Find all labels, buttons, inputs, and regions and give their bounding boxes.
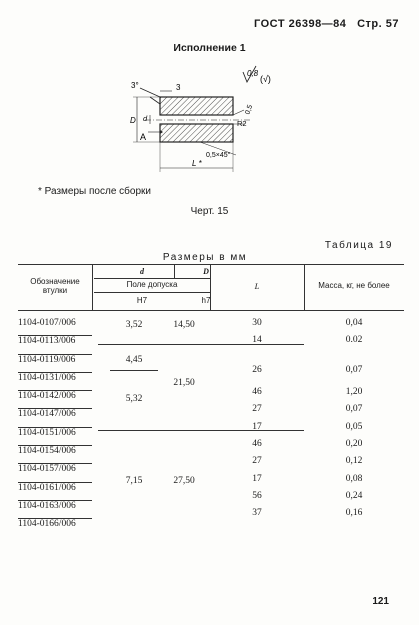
group-rule-2 [110, 370, 158, 371]
L-cell: 30 [252, 318, 262, 328]
g1-d: 3,52 [125, 320, 143, 330]
L-cell: 27 [252, 456, 262, 467]
L-cell: 17 [252, 473, 262, 484]
variant-title: Исполнение 1 [173, 42, 246, 54]
page-number: 121 [372, 596, 389, 607]
mass-cell: 0.02 [345, 335, 363, 346]
bushing-drawing [0, 60, 419, 182]
L-cell: 56 [252, 490, 262, 501]
table-row: 1104-0119/006 [18, 355, 92, 373]
chamfer-small-label: 3 [176, 83, 181, 92]
codes-column [18, 318, 92, 537]
table-row: 1104-0142/006 [18, 391, 92, 409]
mass-column [304, 318, 404, 526]
th-d: d [140, 267, 144, 276]
L-cell: 26 [252, 364, 262, 375]
edge-chamfer-label: 0,5×45° [206, 152, 231, 159]
g1-D: 14,50 [173, 320, 195, 330]
mass-cell: 0,05 [345, 421, 363, 432]
L-column [210, 318, 304, 526]
table-header [18, 264, 404, 310]
table-row: 1104-0107/006 [18, 318, 92, 336]
right-chamfer-leader [233, 110, 244, 115]
g23-D: 21,50 [173, 378, 195, 388]
L-cell: 27 [252, 404, 262, 415]
table-row: 1104-0113/006 [18, 336, 92, 354]
table-row: 1104-0163/006 [18, 501, 92, 519]
radius-label: R2 [237, 119, 247, 128]
table-row: 1104-0147/006 [18, 409, 92, 427]
table-row: 1104-0131/006 [18, 373, 92, 391]
th-L: L [254, 281, 260, 291]
mass-cell: 0,04 [345, 318, 363, 328]
table-row: 1104-0166/006 [18, 519, 76, 530]
mass-cell: 1,20 [345, 387, 363, 398]
th-divider [92, 264, 93, 310]
mass-cell: 0,07 [345, 364, 363, 375]
footnote: * Размеры после сборки [38, 186, 151, 197]
th-rule-2 [94, 292, 210, 293]
g2-d: 4,45 [125, 355, 143, 365]
datum-label: A [140, 132, 147, 142]
L-cell: 46 [252, 439, 262, 450]
table-number: Таблица 19 [324, 240, 393, 251]
units-caption: Размеры в мм [162, 252, 248, 263]
g4-D: 27,50 [173, 476, 195, 486]
upper-wall [160, 97, 233, 115]
th-designation: Обозначение втулки [30, 277, 80, 295]
mass-cell: 0,16 [345, 508, 363, 519]
L-cell: 37 [252, 508, 262, 519]
L-cell: 17 [252, 421, 262, 432]
roughness-value: 0,8 [247, 69, 259, 78]
angle-label: 3° [131, 81, 139, 90]
mass-cell: 0,12 [345, 456, 363, 467]
standard-number: ГОСТ 26398—84 [254, 18, 347, 30]
lower-wall [160, 124, 233, 142]
table-body [18, 318, 404, 528]
table-header-rule [18, 310, 404, 311]
g4-d: 7,15 [125, 476, 143, 486]
page-label: Стр. 57 [357, 18, 399, 30]
dim-d-label: d [143, 114, 148, 123]
length-label: L * [192, 159, 202, 168]
th-h7: h7 [201, 296, 211, 305]
th-divider-dD [174, 264, 175, 278]
figure-caption: Черт. 15 [190, 206, 229, 217]
th-rule-1 [94, 278, 210, 279]
right-chamfer-label: 0,5 [244, 103, 255, 116]
table-row: 1104-0151/006 [18, 428, 92, 446]
mass-cell: 0,08 [345, 473, 363, 484]
angle-leader [140, 88, 160, 97]
mass-cell: 0,24 [345, 490, 363, 501]
chamfer-line [150, 97, 160, 104]
L-cell: 14 [252, 335, 262, 346]
g3-d: 5,32 [125, 394, 143, 404]
table-row: 1104-0161/006 [18, 483, 92, 501]
page-header [254, 18, 399, 30]
L-cell: 46 [252, 387, 262, 398]
th-tolerance: Поле допуска [126, 280, 178, 289]
th-D: D [203, 267, 209, 276]
mass-cell: 0,20 [345, 439, 363, 450]
table-row: 1104-0157/006 [18, 464, 92, 482]
th-mass: Масса, кг, не более [318, 281, 390, 290]
mass-cell: 0,07 [345, 404, 363, 415]
table-row: 1104-0154/006 [18, 446, 92, 464]
roughness-other: (√) [260, 74, 271, 84]
th-H7: H7 [136, 296, 148, 305]
dim-D-label: D [130, 116, 136, 125]
